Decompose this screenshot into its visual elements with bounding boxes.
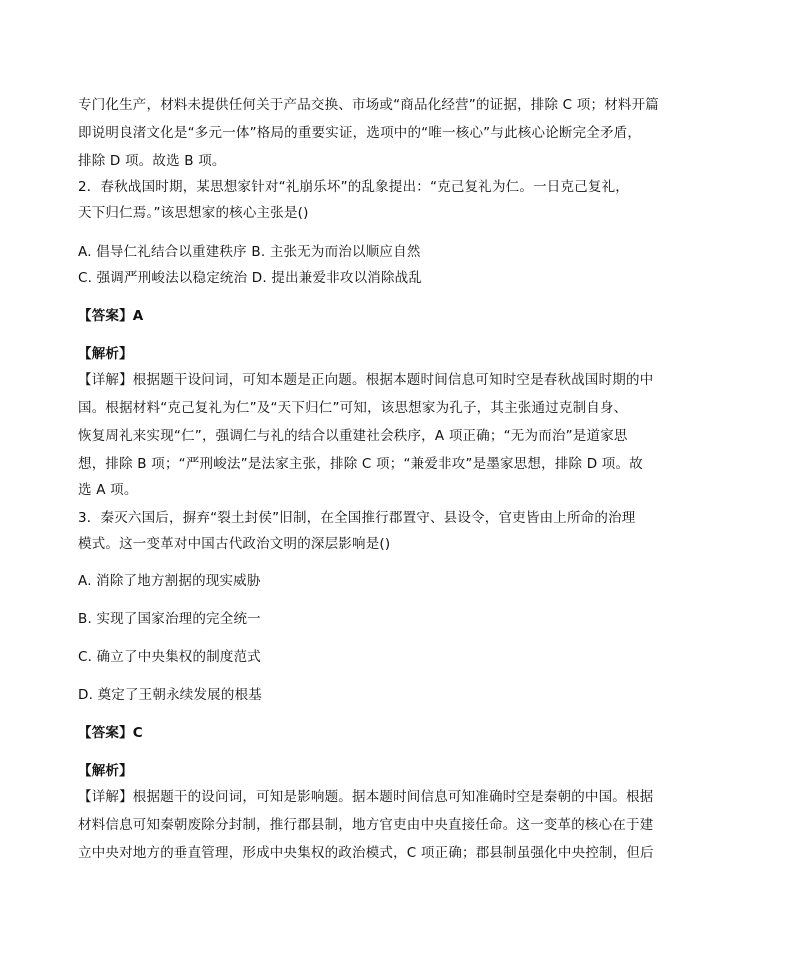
question-3-stem: 3．秦灭六国后，摒弃“裂土封侯”旧制，在全国推行郡置守、县设令，官吏皆由上所命的治理 [78,510,636,526]
answer-label: 【答案】A [78,308,144,324]
question-3-option-d: D. 奠定了王朝永续发展的根基 [78,687,262,703]
analysis-label: 【解析】 [78,346,133,362]
question-3-option-b: B. 实现了国家治理的完全统一 [78,611,261,627]
explanation-line: 立中央对地方的垂直管理，形成中央集权的政治模式，C 项正确；郡县制虽强化中央控制，但后 [78,845,654,861]
explanation-line: 恢复周礼来实现“仁”，强调仁与礼的结合以重建社会秩序，A 项正确；“无为而治”是道家思 [78,428,628,444]
question-3-option-a: A. 消除了地方割据的现实威胁 [78,573,261,589]
explanation-line: 【详解】根据题干的设问词，可知是影响题。据本题时间信息可知准确时空是秦朝的中国。根据 [78,789,654,805]
explanation-line: 选 A 项。 [78,482,138,498]
question-2-options: C. 强调严刑峻法以稳定统治 D. 提出兼爱非攻以消除战乱 [78,270,423,286]
text-line: 专门化生产，材料未提供任何关于产品交换、市场或“商品化经营”的证据，排除 C 项；材料开篇 [78,97,659,113]
question-2-stem: 2．春秋战国时期，某思想家针对“礼崩乐坏”的乱象提出：“克己复礼为仁。一日克己复礼， [78,179,629,195]
explanation-line: 想，排除 B 项；“严刑峻法”是法家主张，排除 C 项；“兼爱非攻”是墨家思想，排除 D 项。故 [78,456,643,472]
text-line: 即说明良渚文化是“多元一体”格局的重要实证，选项中的“唯一核心”与此核心论断完全矛盾， [78,125,642,141]
analysis-label: 【解析】 [78,763,133,779]
answer-label: 【答案】C [78,725,143,741]
text-line: 排除 D 项。故选 B 项。 [78,153,226,169]
explanation-line: 材料信息可知秦朝废除分封制，推行郡县制，地方官吏由中央直接任命。这一变革的核心在于建 [78,817,654,833]
question-2-stem: 天下归仁焉。”该思想家的核心主张是() [78,205,309,221]
question-3-option-c: C. 确立了中央集权的制度范式 [78,649,262,665]
explanation-line: 【详解】根据题干设问词，可知本题是正向题。根据本题时间信息可知时空是春秋战国时期的中 [78,372,654,388]
question-3-stem: 模式。这一变革对中国古代政治文明的深层影响是() [78,536,391,552]
explanation-line: 国。根据材料“克己复礼为仁”及“天下归仁”可知，该思想家为孔子，其主张通过克制自身、 [78,400,628,416]
question-2-options: A. 倡导仁礼结合以重建秩序 B. 主张无为而治以顺应自然 [78,244,421,260]
